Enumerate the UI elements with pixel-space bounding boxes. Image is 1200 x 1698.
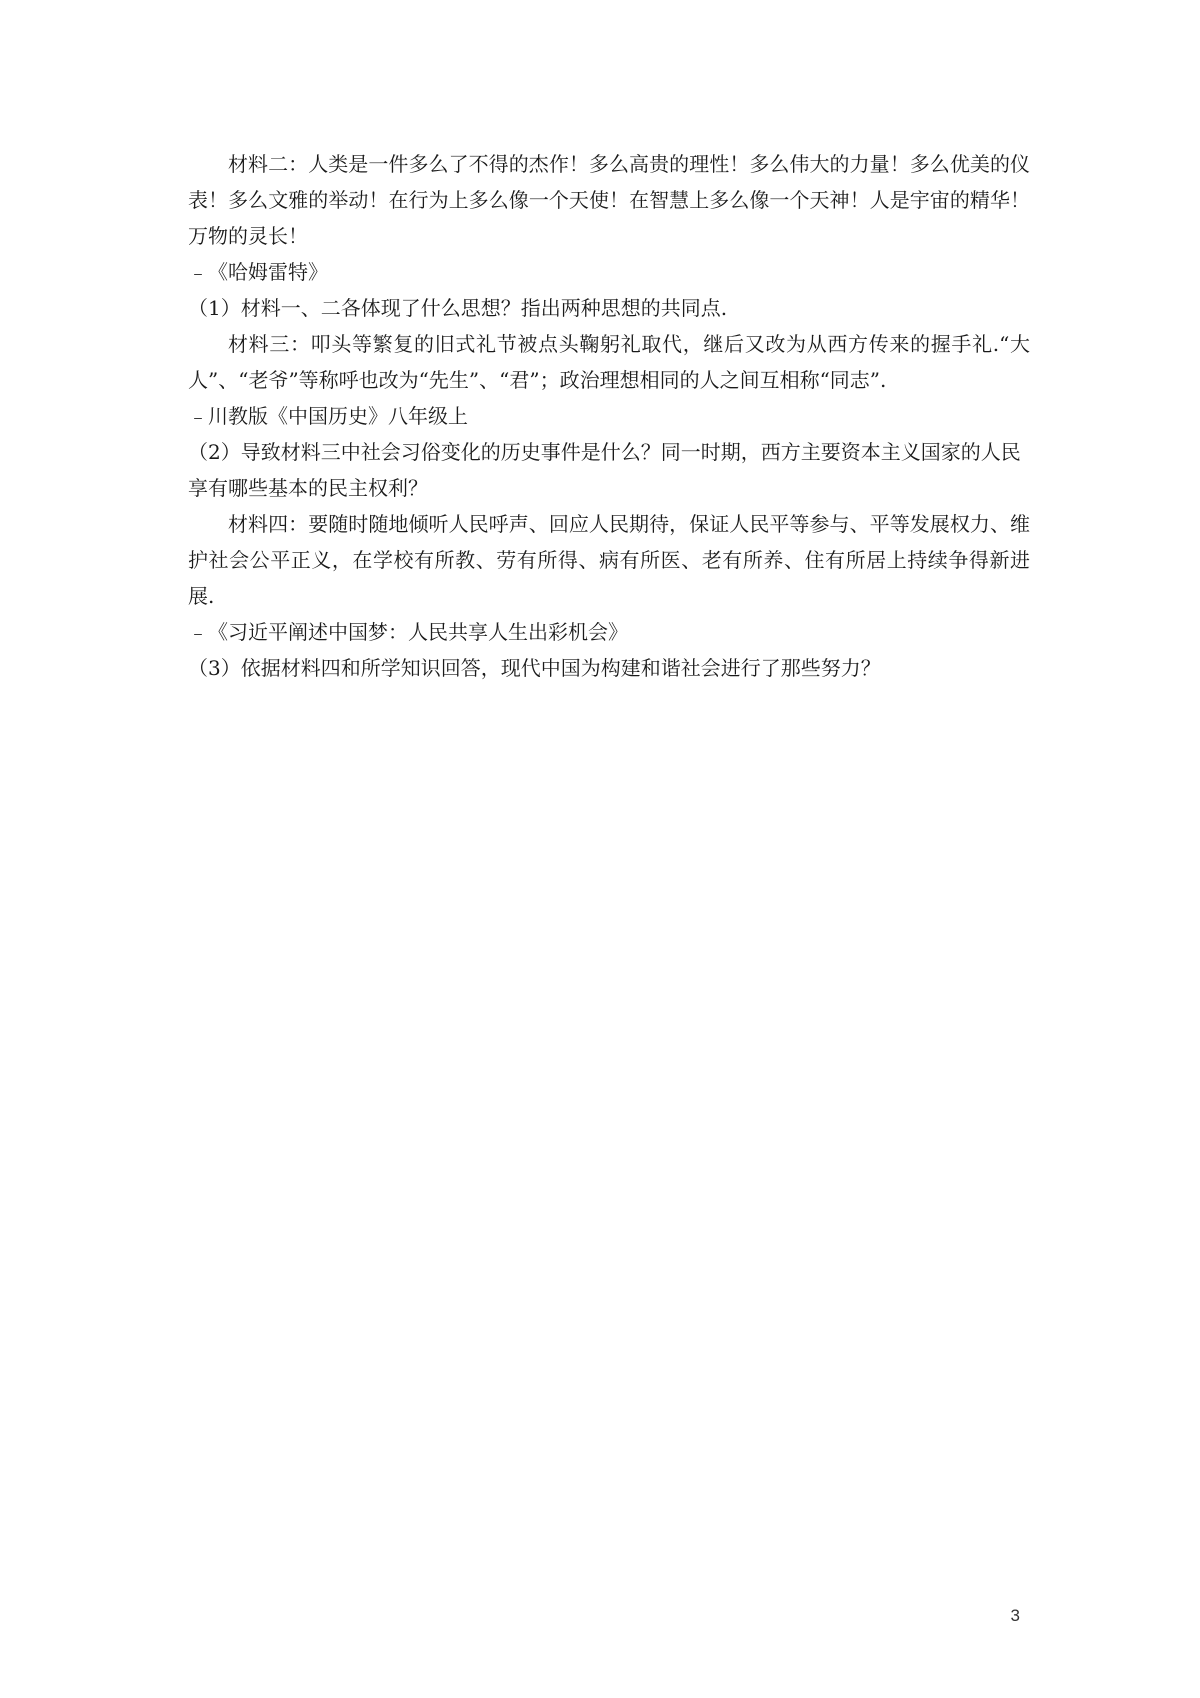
- question-two: （2）导致材料三中社会习俗变化的历史事件是什么？同一时期，西方主要资本主义国家的人民享有哪些基本的民主权利？: [188, 440, 1021, 500]
- material-three-paragraph: 材料三：叩头等繁复的旧式礼节被点头鞠躬礼取代，继后又改为从西方传来的握手礼.“大人”、“老爷”等称呼也改为“先生”、“君”；政治理想相同的人之间互相称“同志”.: [188, 332, 1030, 392]
- question-one: （1）材料一、二各体现了什么思想？指出两种思想的共同点.: [188, 296, 728, 320]
- material-four-source: ﹣《习近平阐述中国梦：人民共享人生出彩机会》: [188, 620, 628, 644]
- question-three: （3）依据材料四和所学知识回答，现代中国为构建和谐社会进行了那些努力？: [188, 656, 881, 680]
- document-body: [188, 146, 1030, 686]
- material-three-source: ﹣川教版《中国历史》八年级上: [188, 404, 468, 428]
- material-two-paragraph: 材料二：人类是一件多么了不得的杰作！多么高贵的理性！多么伟大的力量！多么优美的仪表！多么文雅的举动！在行为上多么像一个天使！在智慧上多么像一个天神！人是宇宙的精华！万物的灵长！: [188, 152, 1030, 248]
- material-two-source: ﹣《哈姆雷特》: [188, 260, 328, 284]
- page-number: 3: [1010, 1606, 1020, 1625]
- material-four-paragraph: 材料四：要随时随地倾听人民呼声、回应人民期待，保证人民平等参与、平等发展权力、维护社会公平正义，在学校有所教、劳有所得、病有所医、老有所养、住有所居上持续争得新进展.: [188, 512, 1030, 608]
